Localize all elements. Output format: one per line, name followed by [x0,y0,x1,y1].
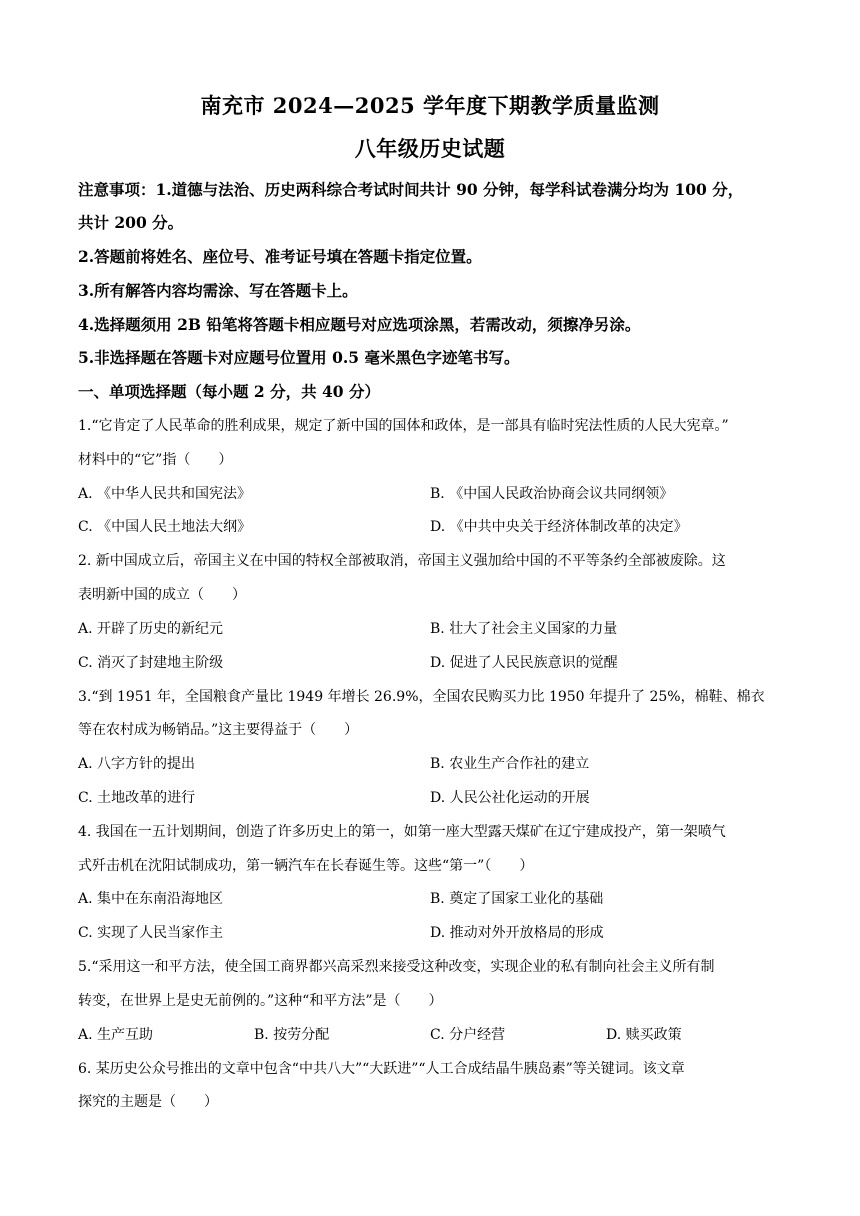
question-3-option-b: B. 农业生产合作社的建立 [430,756,590,772]
question-2-option-c: C. 消灭了封建地主阶级 [78,655,224,671]
question-1-option-b: B. 《中国人民政治协商会议共同纲领》 [430,486,674,502]
note-4: 4.选择题须用 2B 铅笔将答题卡相应题号对应选项涂黑，若需改动，须擦净另涂。 [78,315,641,334]
question-5-option-c: C. 分户经营 [430,1027,506,1043]
question-1-stem-cont: 材料中的“它”指（ ） [78,452,233,468]
question-5-stem-cont: 转变，在世界上是史无前例的。”这种“和平方法”是（ ） [78,993,443,1009]
note-1-cont: 共计 200 分。 [78,213,184,232]
question-6-stem-cont: 探究的主题是（ ） [78,1094,218,1110]
question-3-option-c: C. 土地改革的进行 [78,790,196,806]
question-5-option-d: D. 赎买政策 [606,1027,682,1043]
question-4-option-d: D. 推动对外开放格局的形成 [430,925,604,941]
question-5-option-a: A. 生产互助 [78,1027,154,1043]
question-4-option-a: A. 集中在东南沿海地区 [78,891,224,907]
question-1-option-c: C. 《中国人民土地法大纲》 [78,519,252,535]
question-2-stem: 2. 新中国成立后，帝国主义在中国的特权全部被取消，帝国主义强加给中国的不平等条约全部被废除。这 [78,553,726,569]
question-3-stem: 3.“到 1951 年，全国粮食产量比 1949 年增长 26.9%，全国农民购买力比 1950 年提升了 25%，棉鞋、棉衣 [78,689,765,705]
question-1-option-d: D. 《中共中央关于经济体制改革的决定》 [430,519,688,535]
note-3: 3.所有解答内容均需涂、写在答题卡上。 [78,281,358,300]
note-2: 2.答题前将姓名、座位号、准考证号填在答题卡指定位置。 [78,247,482,266]
question-1-stem: 1.“它肯定了人民革命的胜利成果，规定了新中国的国体和政体，是一部具有临时宪法性质的人民大宪章。” [78,418,729,434]
question-2-option-d: D. 促进了人民民族意识的觉醒 [430,655,618,671]
question-2-stem-cont: 表明新中国的成立（ ） [78,587,246,603]
section-heading: 一、单项选择题（每小题 2 分，共 40 分） [78,382,380,401]
question-4-stem-cont: 式歼击机在沈阳试制成功，第一辆汽车在长春诞生等。这些“第一”（ ） [78,858,534,874]
exam-subtitle: 八年级历史试题 [354,136,506,161]
note-5: 5.非选择题在答题卡对应题号位置用 0.5 毫米黑色字迹笔书写。 [78,348,520,367]
question-5-stem: 5.“采用这一和平方法，使全国工商界都兴高采烈来接受这种改变，实现企业的私有制向社会主义所有制 [78,959,715,975]
question-1-option-a: A. 《中华人民共和国宪法》 [78,486,252,502]
question-2-option-b: B. 壮大了社会主义国家的力量 [430,621,618,637]
question-6-stem: 6. 某历史公众号推出的文章中包含“中共八大”“大跃进”“人工合成结晶牛胰岛素”等关键词。该文章 [78,1061,685,1077]
question-5-option-b: B. 按劳分配 [254,1027,330,1043]
question-4-option-c: C. 实现了人民当家作主 [78,925,224,941]
note-1: 注意事项：1.道德与法治、历史两科综合考试时间共计 90 分钟，每学科试卷满分均为 100 分， [78,180,744,199]
question-4-stem: 4. 我国在一五计划期间，创造了许多历史上的第一，如第一座大型露天煤矿在辽宁建成投产，第一架喷气 [78,824,726,840]
question-4-option-b: B. 奠定了国家工业化的基础 [430,891,604,907]
question-3-option-a: A. 八字方针的提出 [78,756,196,772]
question-2-option-a: A. 开辟了历史的新纪元 [78,621,224,637]
question-3-stem-cont: 等在农村成为畅销品。”这主要得益于（ ） [78,722,359,738]
exam-title: 南充市 2024—2025 学年度下期教学质量监测 [200,93,660,118]
question-3-option-d: D. 人民公社化运动的开展 [430,790,590,806]
